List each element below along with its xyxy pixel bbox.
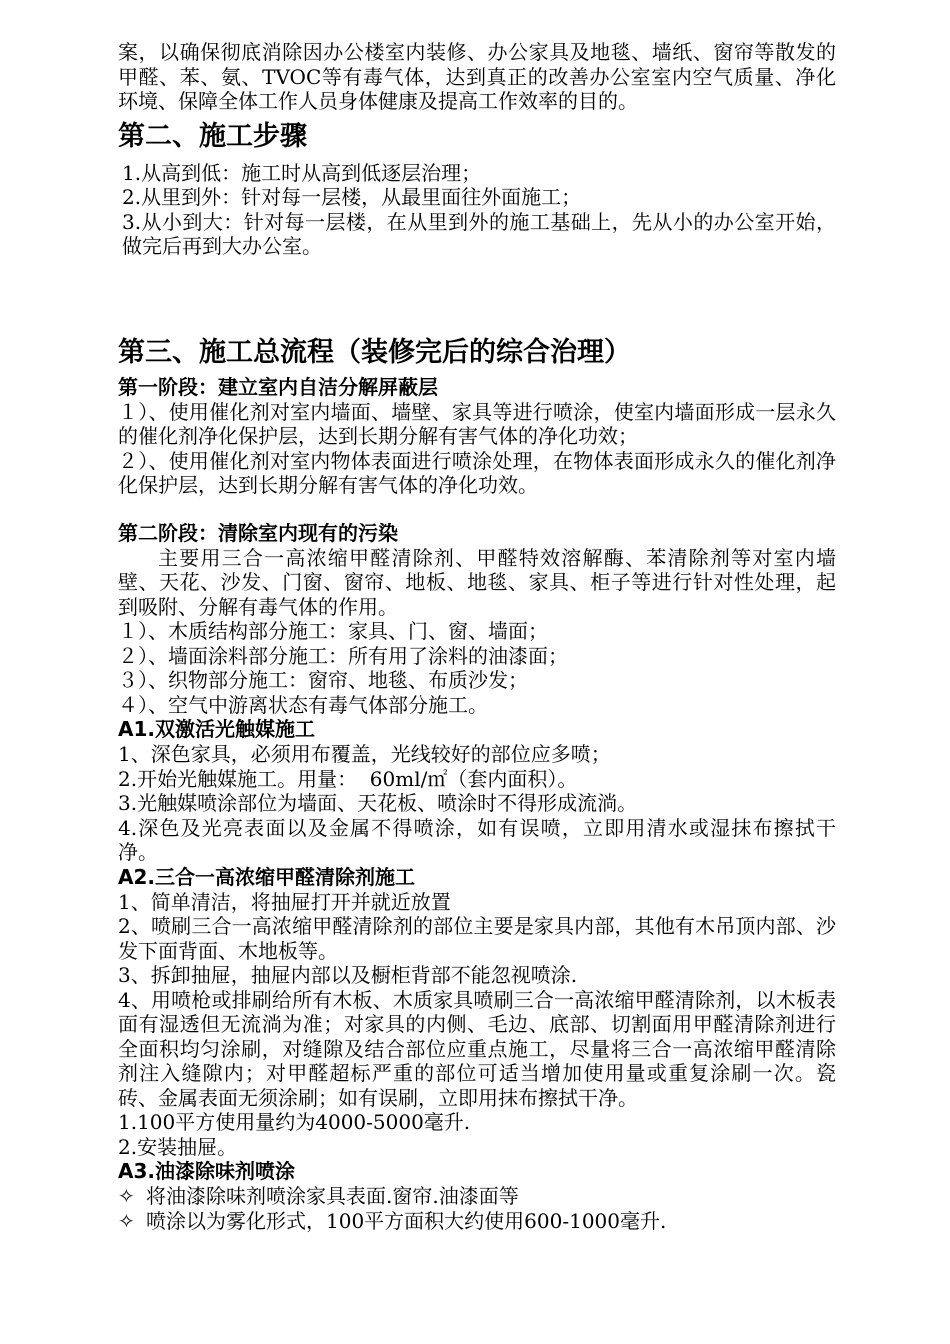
a3-title: A3.油漆除味剂喷涂 [118,1159,295,1183]
a3-bullet-item [118,1184,836,1209]
section3-title: 第三、施工总流程（装修完后的综合治理） [118,336,631,368]
a1-title: A1.双激活光触媒施工 [118,717,315,741]
a1-item: 4.深色及光亮表面以及金属不得喷涂，如有误喷，立即用清水或湿抹布擦拭干净。 [118,815,836,864]
a1-item: 2.开始光触媒施工。用量： 60ml/㎡（套内面积）。 [118,766,578,791]
stage2-title: 第二阶段：清除室内现有的污染 [118,520,398,545]
stage2-item: １）、木质结构部分施工：家具、门、窗、墙面； [118,619,548,643]
a3-bullet-item [118,1209,836,1234]
a2-item: 1、简单清洁，将抽屉打开并就近放置 [118,889,451,914]
stage2-item: ３）、织物部分施工：窗帘、地毯、布质沙发； [118,668,528,692]
a3-item-text: 将油漆除味剂喷涂家具表面.窗帘.油漆面等 [146,1184,519,1208]
a2-title: A2.三合一高浓缩甲醛清除剂施工 [118,864,415,889]
a2-item: 3、拆卸抽屉，抽屉内部以及橱柜背部不能忽视喷涂. [118,963,578,987]
stage1-item: ２）、使用催化剂对室内物体表面进行喷涂处理，在物体表面形成永久的催化剂净化保护层，达到长期分解有害气体的净化功效。 [118,448,836,497]
a1-item: 1、深色家具，必须用布覆盖，光线较好的部位应多喷； [118,742,611,766]
step-item: 3.从小到大：针对每一层楼，在从里到外的施工基础上，先从小的办公室开始，做完后再到大办公室。 [122,209,836,258]
sparkle-bullet-icon: ✧ [118,1208,135,1233]
intro-paragraph: 案，以确保彻底消除因办公楼室内装修、办公家具及地毯、墙纸、窗帘等散发的甲醛、苯、氨、TVOC等有毒气体，达到真正的改善办公室室内空气质量、净化环境、保障全体工作人员身体健康及提高工作效率的目的。 [118,40,836,113]
a2-item: 2、喷刷三合一高浓缩甲醛清除剂的部位主要是家具内部，其他有木吊顶内部、沙发下面背面、木地板等。 [118,914,836,963]
a1-item: 3.光触媒喷涂部位为墙面、天花板、喷涂时不得形成流淌。 [118,791,638,815]
document-content [118,40,836,1233]
a2-item: 4、用喷枪或排刷给所有木板、木质家具喷刷三合一高浓缩甲醛清除剂，以木板表面有湿透但无流淌为准；对家具的内侧、毛边、底部、切割面用甲醛清除剂进行全面积均匀涂刷，对缝隙及结合部位应重点施工，尽量将三合一高浓缩甲醛清除剂注入缝隙内；对甲醛超标严重的部位可适当增加使用量或重复涂刷一次。瓷砖、金属表面无须涂刷；如有误刷，立即用抹布擦拭干净。 [118,987,836,1110]
sparkle-bullet-icon: ✧ [118,1184,135,1208]
step-item: 2.从里到外：针对每一层楼，从最里面往外面施工； [122,185,582,209]
step-item: 1.从高到低：施工时从高到低逐层治理； [122,160,482,185]
stage2-item: ２）、墙面涂料部分施工：所有用了涂料的油漆面； [118,643,568,668]
stage1-title: 第一阶段：建立室内自洁分解屏蔽层 [118,374,438,399]
stage2-intro: 主要用三合一高浓缩甲醛清除剂、甲醛特效溶解酶、苯清除剂等对室内墙壁、天花、沙发、门窗、窗帘、地板、地毯、家具、柜子等进行针对性处理，起到吸附、分解有毒气体的作用。 [118,545,836,619]
section2-steps [118,161,836,259]
a3-item-text: 喷涂以为雾化形式，100平方面积大约使用600-1000毫升. [146,1208,667,1233]
stage2-item: ４）、空气中游离状态有毒气体部分施工。 [118,692,488,717]
stage1-item: １）、使用催化剂对室内墙面、墙壁、家具等进行喷涂，使室内墙面形成一层永久的催化剂净化保护层，达到长期分解有害气体的净化功效； [118,399,836,448]
a2-item: 1.100平方使用量约为4000-5000毫升. [118,1110,471,1134]
section2-title: 第二、施工步骤 [118,120,307,152]
a2-item: 2.安装抽屉。 [118,1134,238,1159]
